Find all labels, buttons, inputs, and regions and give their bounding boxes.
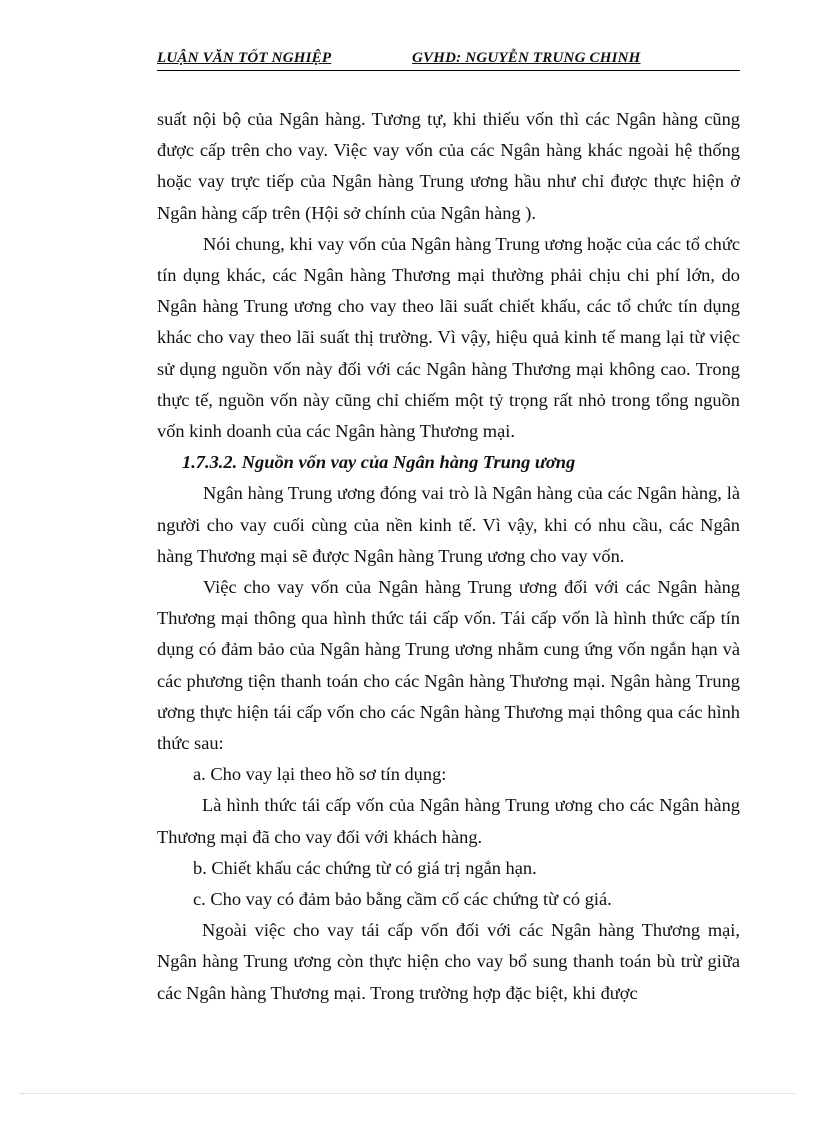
paragraph: Việc cho vay vốn của Ngân hàng Trung ương đối với các Ngân hàng Thương mại thông qua hình thức tái cấp vốn. Tái cấp vốn là hình thức cấp tín dụng có đảm bảo của Ngân hàng Trung ương nhằm cung ứng vốn ngắn hạn và các phương tiện thanh toán cho các Ngân hàng Thương mại. Ngân hàng Trung ương thực hiện tái cấp vốn cho các Ngân hàng Thương mại thông qua các hình thức sau: (157, 577, 740, 754)
list-item: b. Chiết khấu các chứng từ có giá trị ngắn hạn. (193, 857, 537, 878)
paragraph-continued: suất nội bộ của Ngân hàng. Tương tự, khi thiếu vốn thì các Ngân hàng cũng được cấp trên cho vay. Việc vay vốn của các Ngân hàng khác ngoài hệ thống hoặc vay trực tiếp của Ngân hàng Trung ương hầu như chỉ được thực hiện ở Ngân hàng cấp trên (Hội sở chính của Ngân hàng ). (157, 109, 740, 223)
page-header (157, 48, 740, 71)
paragraph: Nói chung, khi vay vốn của Ngân hàng Trung ương hoặc của các tổ chức tín dụng khác, các Ngân hàng Thương mại thường phải chịu chi phí lớn, do Ngân hàng Trung ương cho vay theo lãi suất chiết khấu, các tổ chức tín dụng khác cho vay theo lãi suất thị trường. Vì vậy, hiệu quả kinh tế mang lại từ việc sử dụng nguồn vốn này đối với các Ngân hàng Thương mại không cao. Trong thực tế, nguồn vốn này cũng chỉ chiếm một tỷ trọng rất nhỏ trong tổng nguồn vốn kinh doanh của các Ngân hàng Thương mại. (157, 233, 740, 442)
paragraph: Là hình thức tái cấp vốn của Ngân hàng Trung ương cho các Ngân hàng Thương mại đã cho vay đối với khách hàng. (157, 795, 740, 847)
section-heading: 1.7.3.2. Nguồn vốn vay của Ngân hàng Trung ương (182, 452, 576, 473)
header-advisor-label: GVHD: NGUYỄN TRUNG CHINH (412, 50, 641, 66)
paragraph: Ngoài việc cho vay tái cấp vốn đối với các Ngân hàng Thương mại, Ngân hàng Trung ương còn thực hiện cho vay bổ sung thanh toán bù trừ giữa các Ngân hàng Thương mại. Trong trường hợp đặc biệt, khi được (157, 920, 740, 1003)
document-body (157, 104, 740, 1009)
list-item: c. Cho vay có đảm bảo bằng cầm cố các chứng từ có giá. (193, 889, 612, 910)
list-item: a. Cho vay lại theo hồ sơ tín dụng: (193, 764, 447, 785)
page-bottom-divider (20, 1093, 796, 1094)
header-thesis-label: LUẬN VĂN TỐT NGHIỆP (157, 50, 332, 66)
paragraph: Ngân hàng Trung ương đóng vai trò là Ngân hàng của các Ngân hàng, là người cho vay cuối cùng của nền kinh tế. Vì vậy, khi có nhu cầu, các Ngân hàng Thương mại sẽ được Ngân hàng Trung ương cho vay vốn. (157, 483, 740, 566)
